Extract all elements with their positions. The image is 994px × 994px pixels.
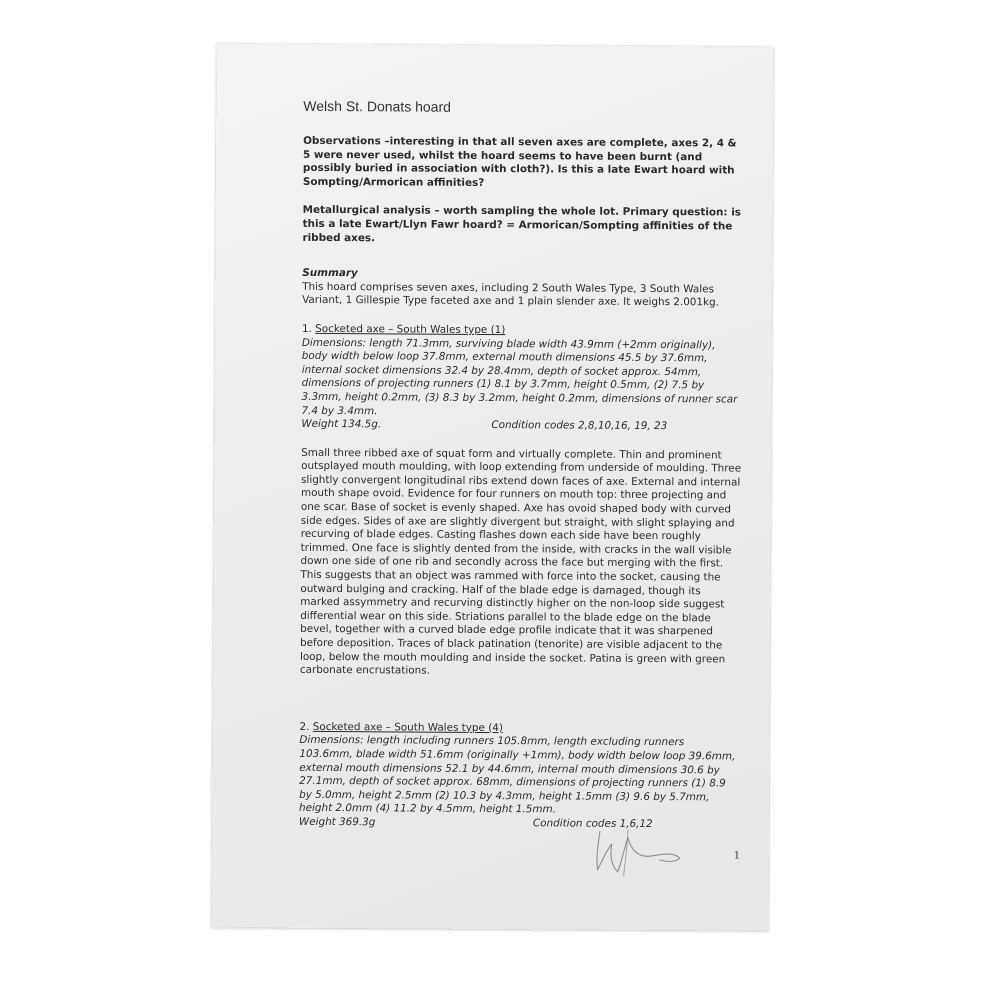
- item-1-condition: Condition codes 2,8,10,16, 19, 23: [491, 419, 668, 433]
- item-2-title: Socketed axe – South Wales type (4): [312, 720, 503, 734]
- item-1-number: 1.: [301, 322, 312, 335]
- observations-paragraph: Observations –interesting in that all seven axes are complete, axes 2, 4 & 5 were never used, whilst the hoard seems to have been burnt (and possibly buried in association with cloth?). Is this a late Ewart hoard with Sompting/Armorican affinities?: [302, 134, 737, 189]
- item-1-weight: Weight 134.5g.: [301, 417, 382, 431]
- summary-text: This hoard comprises seven axes, including 2 South Wales Type, 3 South Wales Variant, 1 Gillespie Type faceted axe and 1 plain slender axe. It weighs 2.001kg.: [302, 280, 720, 309]
- document-content: [299, 97, 743, 832]
- summary-heading: Summary: [302, 266, 358, 280]
- item-1-dimensions: Dimensions: length 71.3mm, surviving blade width 43.9mm (+2mm originally), body width below loop 37.8mm, external mouth dimensions 45.5 by 37.6mm, internal socket dimensions 32.4 by 28.4mm, depth of socket approx. 54mm, dimensions of projecting runners (1) 8.1 by 3.7mm, height 0.5mm, (2) 7.5 by 3.3mm, height 0.2mm, (3) 8.3 by 3.2mm, height 0.2mm, dimensions of runner scar 7.4 by 3.4mm.: [301, 336, 738, 417]
- metallurgical-paragraph: Metallurgical analysis – worth sampling the whole lot. Primary question: is this a late Ewart/Llyn Fawr hoard? = Armorican/Sompting affinities of the ribbed axes.: [302, 204, 742, 244]
- item-1-weight-row: [301, 418, 741, 434]
- handwritten-signature: [588, 822, 698, 883]
- item-2-weight: Weight 369.3g: [298, 815, 376, 829]
- document-title: Welsh St. Donats hoard: [303, 97, 451, 115]
- item-1-title: Socketed axe – South Wales type (1): [315, 322, 506, 337]
- item-2-condition: Condition codes 1,6,12: [532, 817, 653, 830]
- document-page: [211, 43, 773, 930]
- page-number: 1: [733, 850, 741, 862]
- item-1-description: Small three ribbed axe of squat form and virtually complete. Thin and prominent outsplayed mouth moulding, with loop extending from underside of moulding. Three slightly convergent longitudinal ribs extend down faces of axe. External and internal mouth shape ovoid. Evidence for four runners on mouth top: three projecting and one scar. Base of socket is evenly shaped. Axe has ovoid shaped body with curved side edges. Sides of axe are slightly divergent but straight, with slight splaying and recurving of blade edges. Casting flashes down each side have been roughly trimmed. One face is slightly dented from the inside, with cracks in the wall visible down one side of one rib and secondly across the face but merging with the first. This suggests that an object was rammed with force into the socket, causing the outward bulging and cracking. Half of the blade edge is damaged, though its marked assymmetry and recurving distinctly higher on the non-loop side suggest differential wear on this side. Striations parallel to the blade edge on the blade bevel, together with a curved blade edge profile indicate that it was sharpened before deposition. Traces of black patination (tenorite) are visible adjacent to the loop, below the mouth moulding and inside the socket. Patina is green with green carbonate encrustations.: [299, 446, 742, 677]
- item-2-number: 2.: [299, 720, 310, 733]
- item-2-dimensions: Dimensions: length including runners 105.8mm, length excluding runners 103.6mm, blade width 51.6mm (originally +1mm), body width below loop 39.6mm, external mouth dimensions 52.1 by 44.6mm, internal mouth dimensions 30.6 by 27.1mm, depth of socket approx. 68mm, dimensions of projecting runners (1) 8.9 by 5.0mm, height 2.5mm (2) 10.3 by 4.3mm, height 1.5mm (3) 9.6 by 5.7mm, height 2.0mm (4) 11.2 by 4.5mm, height 1.5mm.: [298, 734, 736, 816]
